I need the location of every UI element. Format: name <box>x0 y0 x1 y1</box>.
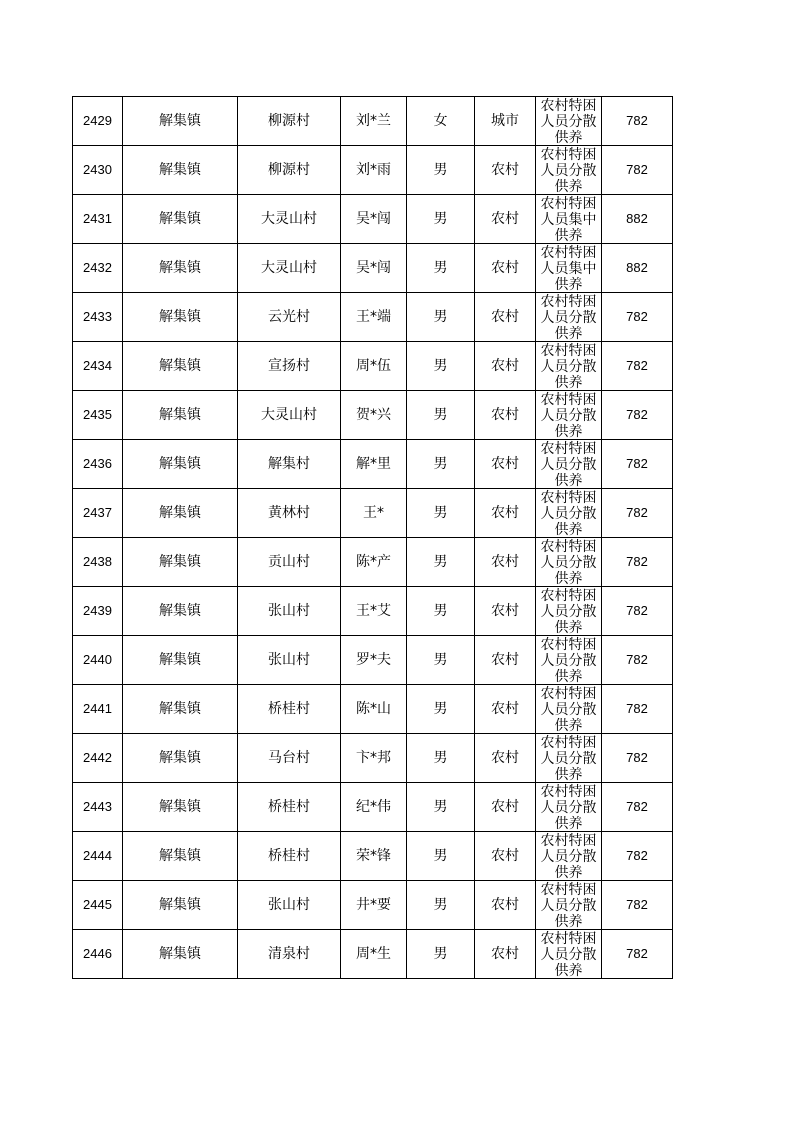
gender-cell: 男 <box>407 195 475 244</box>
person-name-cell: 解*里 <box>341 440 407 489</box>
person-name-cell: 刘*雨 <box>341 146 407 195</box>
gender-cell: 男 <box>407 244 475 293</box>
residence-cell: 农村 <box>475 342 536 391</box>
row-number: 2441 <box>73 685 123 734</box>
town-cell: 解集镇 <box>123 538 238 587</box>
row-number: 2439 <box>73 587 123 636</box>
amount-cell: 782 <box>602 587 673 636</box>
support-type-cell <box>536 97 602 146</box>
table-row <box>73 587 673 636</box>
person-name-cell: 王* <box>341 489 407 538</box>
gender-cell: 男 <box>407 636 475 685</box>
residence-cell: 农村 <box>475 440 536 489</box>
amount-cell: 782 <box>602 538 673 587</box>
table-row <box>73 440 673 489</box>
support-type-text: 农村特困人员集中供养 <box>540 196 597 243</box>
support-type-cell <box>536 538 602 587</box>
gender-cell: 男 <box>407 587 475 636</box>
village-cell: 大灵山村 <box>238 244 341 293</box>
person-name-cell: 陈*山 <box>341 685 407 734</box>
gender-cell: 男 <box>407 783 475 832</box>
support-type-text: 农村特困人员分散供养 <box>540 931 597 978</box>
amount-cell: 782 <box>602 97 673 146</box>
town-cell: 解集镇 <box>123 832 238 881</box>
town-cell: 解集镇 <box>123 930 238 979</box>
residence-cell: 农村 <box>475 930 536 979</box>
support-type-cell <box>536 685 602 734</box>
town-cell: 解集镇 <box>123 587 238 636</box>
town-cell: 解集镇 <box>123 685 238 734</box>
support-type-text: 农村特困人员分散供养 <box>540 735 597 782</box>
table-row <box>73 685 673 734</box>
row-number: 2445 <box>73 881 123 930</box>
amount-cell: 782 <box>602 881 673 930</box>
residence-cell: 农村 <box>475 391 536 440</box>
village-cell: 宣扬村 <box>238 342 341 391</box>
row-number: 2431 <box>73 195 123 244</box>
table-body <box>73 97 673 979</box>
support-type-text: 农村特困人员分散供养 <box>540 784 597 831</box>
village-cell: 桥桂村 <box>238 685 341 734</box>
gender-cell: 男 <box>407 293 475 342</box>
support-type-text: 农村特困人员集中供养 <box>540 245 597 292</box>
person-name-cell: 周*伍 <box>341 342 407 391</box>
gender-cell: 男 <box>407 342 475 391</box>
person-name-cell: 荣*锋 <box>341 832 407 881</box>
residence-cell: 农村 <box>475 195 536 244</box>
gender-cell: 男 <box>407 685 475 734</box>
table-row <box>73 538 673 587</box>
village-cell: 解集村 <box>238 440 341 489</box>
table-row <box>73 930 673 979</box>
amount-cell: 782 <box>602 636 673 685</box>
person-name-cell: 贺*兴 <box>341 391 407 440</box>
gender-cell: 男 <box>407 881 475 930</box>
person-name-cell: 吴*闯 <box>341 244 407 293</box>
person-name-cell: 罗*夫 <box>341 636 407 685</box>
residence-cell: 农村 <box>475 146 536 195</box>
table-row <box>73 881 673 930</box>
village-cell: 桥桂村 <box>238 783 341 832</box>
town-cell: 解集镇 <box>123 489 238 538</box>
amount-cell: 882 <box>602 244 673 293</box>
table-row <box>73 342 673 391</box>
person-name-cell: 刘*兰 <box>341 97 407 146</box>
table-row <box>73 734 673 783</box>
amount-cell: 782 <box>602 293 673 342</box>
amount-cell: 782 <box>602 342 673 391</box>
support-type-text: 农村特困人员分散供养 <box>540 98 597 145</box>
support-type-text: 农村特困人员分散供养 <box>540 294 597 341</box>
support-type-cell <box>536 342 602 391</box>
amount-cell: 782 <box>602 146 673 195</box>
amount-cell: 782 <box>602 832 673 881</box>
support-type-text: 农村特困人员分散供养 <box>540 392 597 439</box>
village-cell: 大灵山村 <box>238 195 341 244</box>
row-number: 2432 <box>73 244 123 293</box>
row-number: 2446 <box>73 930 123 979</box>
gender-cell: 男 <box>407 930 475 979</box>
town-cell: 解集镇 <box>123 734 238 783</box>
village-cell: 黄林村 <box>238 489 341 538</box>
support-type-text: 农村特困人员分散供养 <box>540 588 597 635</box>
support-type-text: 农村特困人员分散供养 <box>540 686 597 733</box>
row-number: 2436 <box>73 440 123 489</box>
person-name-cell: 卞*邦 <box>341 734 407 783</box>
residence-cell: 农村 <box>475 734 536 783</box>
row-number: 2434 <box>73 342 123 391</box>
town-cell: 解集镇 <box>123 881 238 930</box>
residence-cell: 农村 <box>475 489 536 538</box>
person-name-cell: 井*要 <box>341 881 407 930</box>
records-table <box>72 96 673 979</box>
support-type-cell <box>536 391 602 440</box>
residence-cell: 城市 <box>475 97 536 146</box>
gender-cell: 男 <box>407 146 475 195</box>
village-cell: 张山村 <box>238 587 341 636</box>
amount-cell: 782 <box>602 685 673 734</box>
support-type-text: 农村特困人员分散供养 <box>540 441 597 488</box>
table-row <box>73 391 673 440</box>
gender-cell: 男 <box>407 538 475 587</box>
support-type-cell <box>536 734 602 783</box>
table-row <box>73 636 673 685</box>
support-type-cell <box>536 587 602 636</box>
amount-cell: 782 <box>602 489 673 538</box>
support-type-text: 农村特困人员分散供养 <box>540 147 597 194</box>
row-number: 2444 <box>73 832 123 881</box>
gender-cell: 男 <box>407 440 475 489</box>
support-type-text: 农村特困人员分散供养 <box>540 637 597 684</box>
row-number: 2435 <box>73 391 123 440</box>
residence-cell: 农村 <box>475 685 536 734</box>
gender-cell: 男 <box>407 391 475 440</box>
table-row <box>73 293 673 342</box>
support-type-cell <box>536 195 602 244</box>
village-cell: 云光村 <box>238 293 341 342</box>
support-type-cell <box>536 440 602 489</box>
town-cell: 解集镇 <box>123 244 238 293</box>
support-type-text: 农村特困人员分散供养 <box>540 882 597 929</box>
gender-cell: 男 <box>407 489 475 538</box>
residence-cell: 农村 <box>475 783 536 832</box>
residence-cell: 农村 <box>475 293 536 342</box>
town-cell: 解集镇 <box>123 293 238 342</box>
person-name-cell: 王*艾 <box>341 587 407 636</box>
village-cell: 张山村 <box>238 881 341 930</box>
residence-cell: 农村 <box>475 244 536 293</box>
residence-cell: 农村 <box>475 881 536 930</box>
town-cell: 解集镇 <box>123 636 238 685</box>
village-cell: 柳源村 <box>238 146 341 195</box>
town-cell: 解集镇 <box>123 391 238 440</box>
gender-cell: 女 <box>407 97 475 146</box>
person-name-cell: 王*端 <box>341 293 407 342</box>
residence-cell: 农村 <box>475 587 536 636</box>
gender-cell: 男 <box>407 832 475 881</box>
support-type-cell <box>536 832 602 881</box>
amount-cell: 782 <box>602 783 673 832</box>
support-type-text: 农村特困人员分散供养 <box>540 490 597 537</box>
table-row <box>73 195 673 244</box>
row-number: 2438 <box>73 538 123 587</box>
row-number: 2437 <box>73 489 123 538</box>
town-cell: 解集镇 <box>123 97 238 146</box>
person-name-cell: 周*生 <box>341 930 407 979</box>
residence-cell: 农村 <box>475 832 536 881</box>
town-cell: 解集镇 <box>123 195 238 244</box>
table-row <box>73 146 673 195</box>
row-number: 2443 <box>73 783 123 832</box>
table-row <box>73 783 673 832</box>
person-name-cell: 陈*产 <box>341 538 407 587</box>
amount-cell: 782 <box>602 391 673 440</box>
gender-cell: 男 <box>407 734 475 783</box>
residence-cell: 农村 <box>475 538 536 587</box>
amount-cell: 782 <box>602 734 673 783</box>
town-cell: 解集镇 <box>123 342 238 391</box>
support-type-cell <box>536 293 602 342</box>
town-cell: 解集镇 <box>123 783 238 832</box>
support-type-text: 农村特困人员分散供养 <box>540 539 597 586</box>
row-number: 2442 <box>73 734 123 783</box>
amount-cell: 782 <box>602 440 673 489</box>
village-cell: 清泉村 <box>238 930 341 979</box>
amount-cell: 782 <box>602 930 673 979</box>
village-cell: 张山村 <box>238 636 341 685</box>
row-number: 2429 <box>73 97 123 146</box>
village-cell: 贡山村 <box>238 538 341 587</box>
table-row <box>73 97 673 146</box>
town-cell: 解集镇 <box>123 146 238 195</box>
support-type-cell <box>536 930 602 979</box>
support-type-text: 农村特困人员分散供养 <box>540 343 597 390</box>
person-name-cell: 吴*闯 <box>341 195 407 244</box>
table-row <box>73 244 673 293</box>
support-type-cell <box>536 881 602 930</box>
support-type-cell <box>536 146 602 195</box>
town-cell: 解集镇 <box>123 440 238 489</box>
village-cell: 马台村 <box>238 734 341 783</box>
row-number: 2440 <box>73 636 123 685</box>
row-number: 2433 <box>73 293 123 342</box>
residence-cell: 农村 <box>475 636 536 685</box>
village-cell: 大灵山村 <box>238 391 341 440</box>
table-row <box>73 489 673 538</box>
support-type-cell <box>536 636 602 685</box>
support-type-text: 农村特困人员分散供养 <box>540 833 597 880</box>
village-cell: 柳源村 <box>238 97 341 146</box>
support-type-cell <box>536 489 602 538</box>
amount-cell: 882 <box>602 195 673 244</box>
table-row <box>73 832 673 881</box>
person-name-cell: 纪*伟 <box>341 783 407 832</box>
row-number: 2430 <box>73 146 123 195</box>
support-type-cell <box>536 244 602 293</box>
village-cell: 桥桂村 <box>238 832 341 881</box>
support-type-cell <box>536 783 602 832</box>
